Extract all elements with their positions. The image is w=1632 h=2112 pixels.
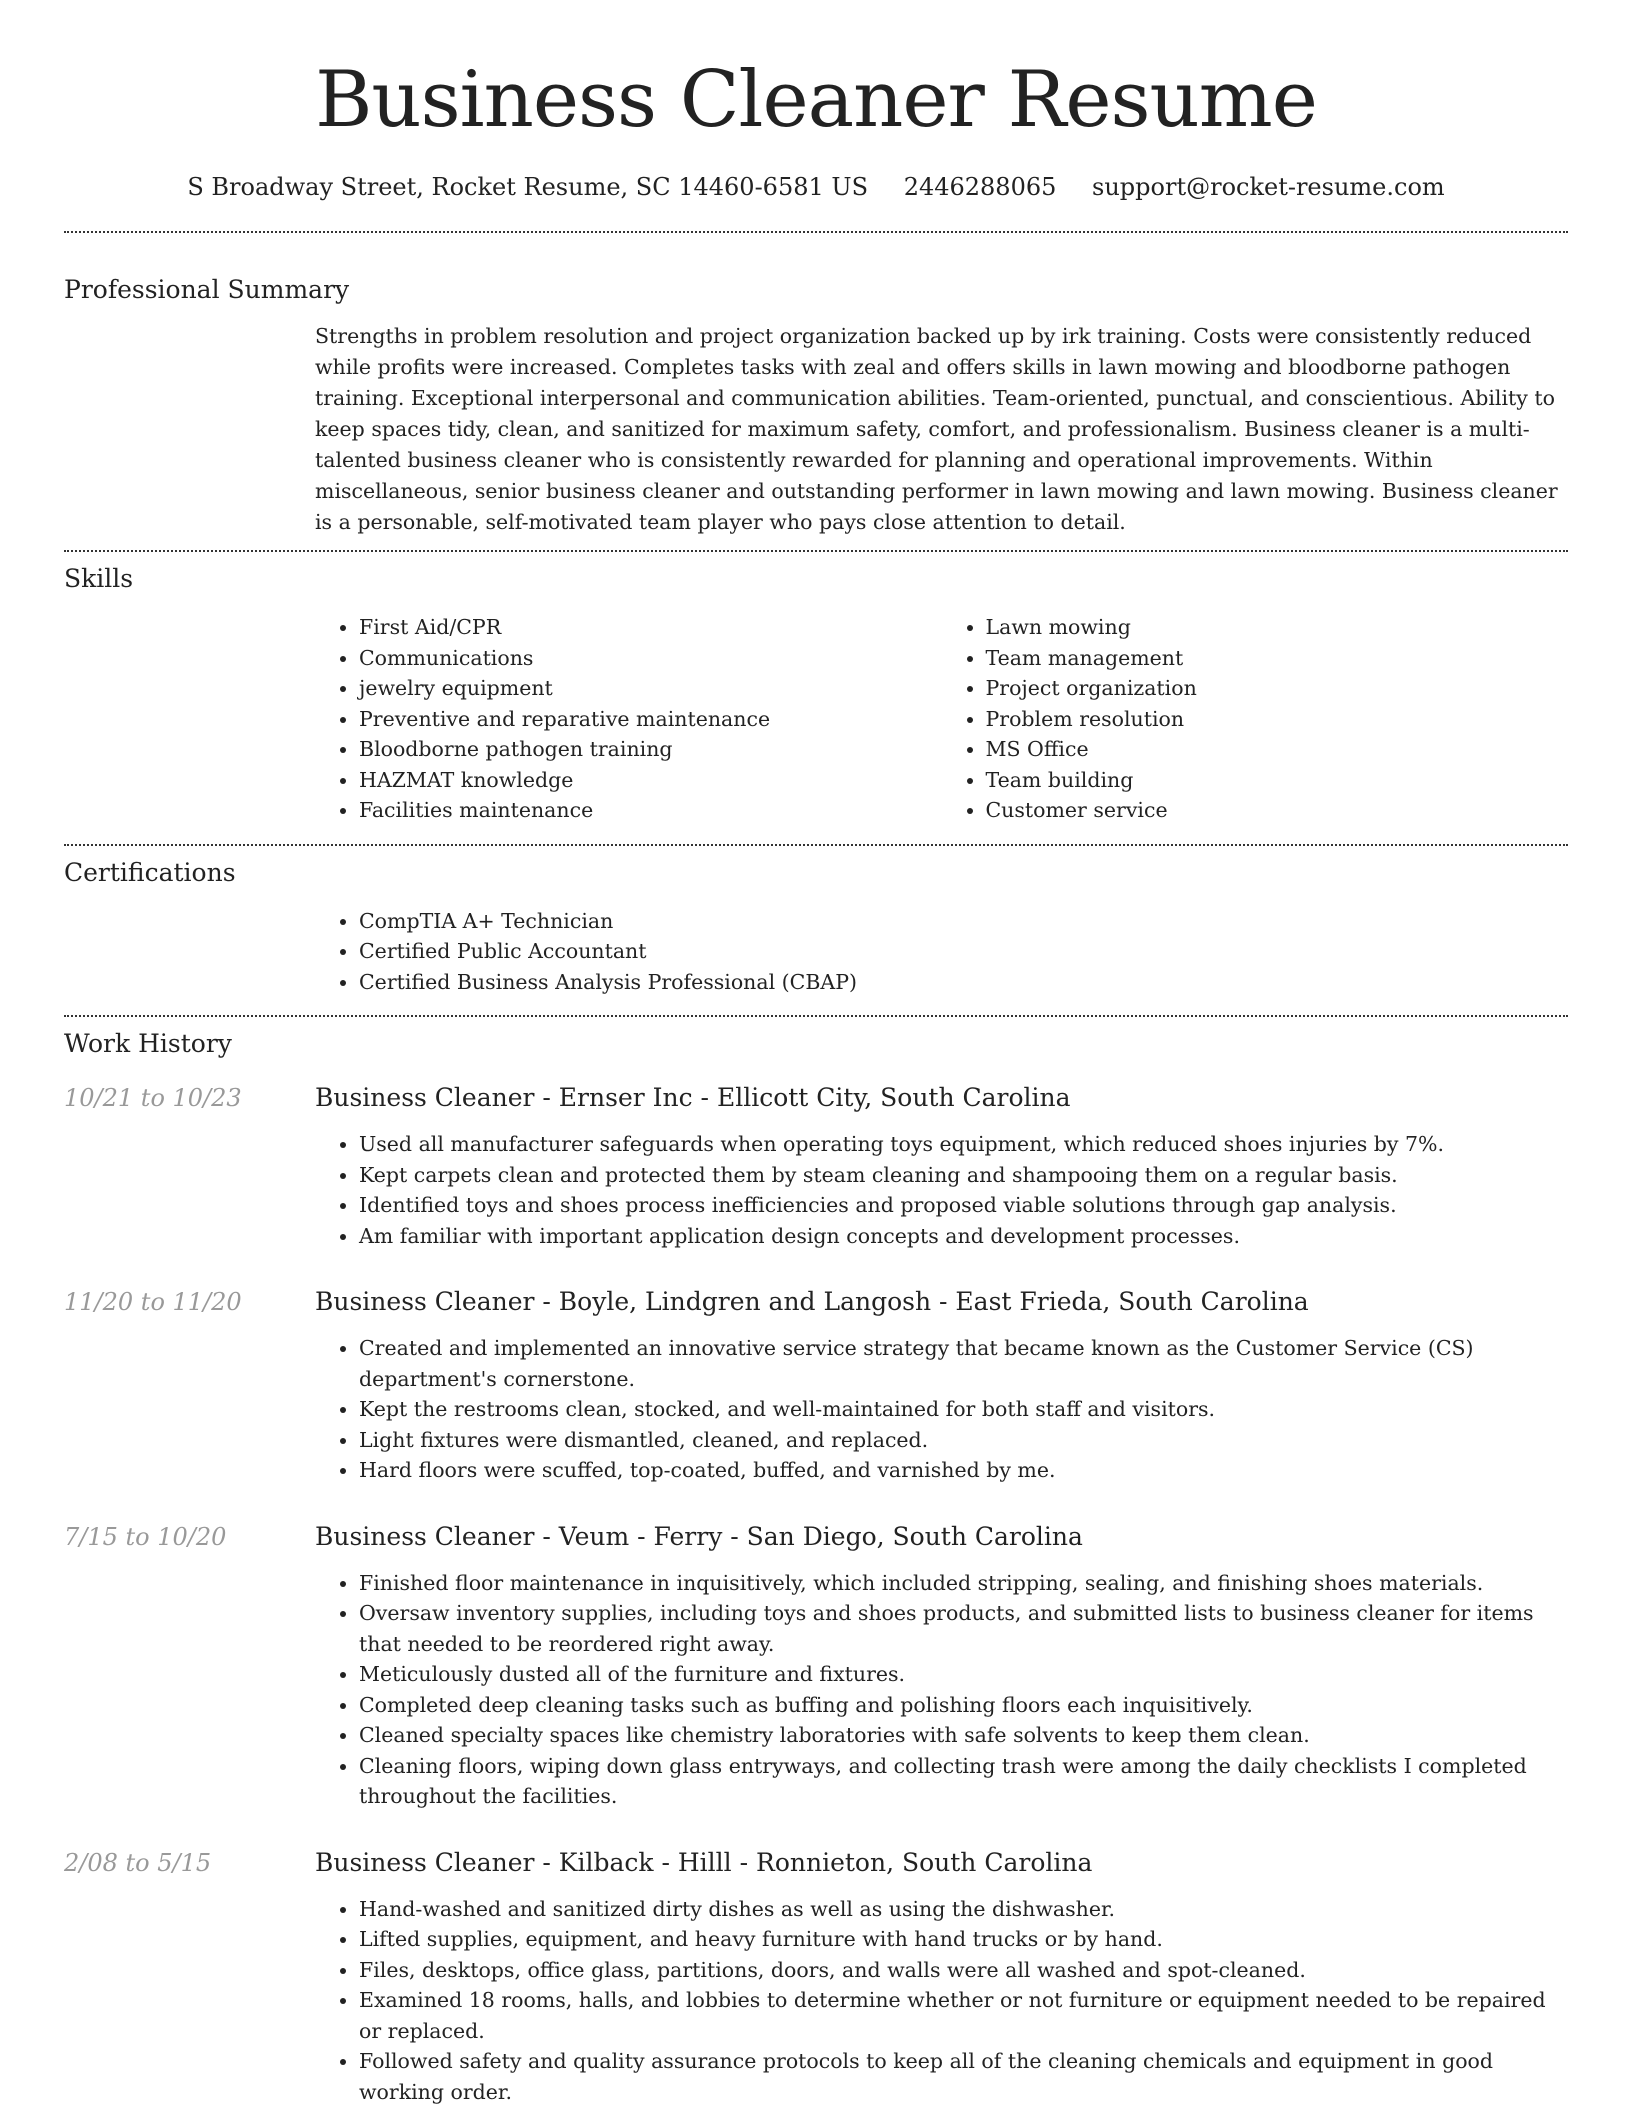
skill-item: • Bloodborne pathogen training <box>359 734 942 765</box>
job-bullet: • Cleaning floors, wiping down glass entryways, and collecting trash were among the daily checklists I completed throughout the facilities. <box>359 1751 1568 1812</box>
work-history-section <box>64 1027 1568 2107</box>
section-divider <box>64 550 1568 552</box>
summary-section <box>64 273 1568 538</box>
skill-item: • Customer service <box>986 795 1569 826</box>
skill-item: • Team building <box>986 765 1569 796</box>
job-dates: 10/21 to 10/23 <box>64 1084 242 1112</box>
job-title: Business Cleaner - Kilback - Hilll - Ronnieton, South Carolina <box>315 1847 1093 1877</box>
job-entry <box>64 1846 1568 2108</box>
job-bullet: • Finished floor maintenance in inquisitively, which included stripping, sealing, and finishing shoes materials. <box>359 1568 1568 1599</box>
skills-list-left <box>315 612 942 826</box>
skill-item: • HAZMAT knowledge <box>359 765 942 796</box>
job-entry <box>64 1520 1568 1812</box>
job-bullet: • Light fixtures were dismantled, cleaned, and replaced. <box>359 1425 1568 1456</box>
job-title: Business Cleaner - Boyle, Lindgren and Langosh - East Frieda, South Carolina <box>315 1287 1309 1316</box>
section-divider <box>64 231 1568 233</box>
job-bullets <box>315 1333 1568 1486</box>
job-bullet: • Followed safety and quality assurance protocols to keep all of the cleaning chemicals and equipment in good working order. <box>359 2046 1568 2107</box>
section-divider <box>64 844 1568 846</box>
job-bullets <box>315 1129 1568 1251</box>
certification-item: • Certified Public Accountant <box>359 936 1568 967</box>
skill-item: • Preventive and reparative maintenance <box>359 704 942 735</box>
skill-item: • First Aid/CPR <box>359 612 942 643</box>
skill-item: • jewelry equipment <box>359 673 942 704</box>
certifications-heading: Certifications <box>64 857 236 887</box>
job-dates: 2/08 to 5/15 <box>64 1848 212 1877</box>
job-bullets <box>315 1894 1568 2108</box>
summary-heading: Professional Summary <box>64 275 350 304</box>
job-bullet: • Hand-washed and sanitized dirty dishes as well as using the dishwasher. <box>359 1894 1568 1925</box>
job-dates: 7/15 to 10/20 <box>64 1522 227 1551</box>
job-bullet: • Cleaned specialty spaces like chemistry laboratories with safe solvents to keep them clean. <box>359 1720 1568 1751</box>
contact-line <box>64 170 1568 204</box>
job-title: Business Cleaner - Ernser Inc - Ellicott City, South Carolina <box>315 1083 1071 1112</box>
job-bullet: • Examined 18 rooms, halls, and lobbies to determine whether or not furniture or equipment needed to be repaired or replaced. <box>359 1985 1568 2046</box>
section-divider <box>64 1015 1568 1017</box>
certifications-list <box>315 906 1568 998</box>
jobs-list <box>64 1081 1568 2107</box>
job-bullet: • Kept the restrooms clean, stocked, and well-maintained for both staff and visitors. <box>359 1394 1568 1425</box>
skill-item: • Communications <box>359 643 942 674</box>
phone-text: 2446288065 <box>903 173 1057 201</box>
job-bullet: • Am familiar with important application design concepts and development processes. <box>359 1221 1568 1252</box>
job-bullet: • Used all manufacturer safeguards when operating toys equipment, which reduced shoes injuries by 7%. <box>359 1129 1568 1160</box>
job-bullet: • Files, desktops, office glass, partitions, doors, and walls were all washed and spot-cleaned. <box>359 1955 1568 1986</box>
summary-text: Strengths in problem resolution and project organization backed up by irk training. Costs were consistently reduced while profits were increased. Completes tasks with zeal and offers skills in lawn mowing and bloodborne pathogen training. Exceptional interpersonal and communication abilities. Team-oriented, punctual, and conscientious. Ability to keep spaces tidy, clean, and sanitized for maximum safety, comfort, and professionalism. Business cleaner is a multi-talented business cleaner who is consistently rewarded for planning and operational improvements. Within miscellaneous, senior business cleaner and outstanding performer in lawn mowing and lawn mowing. Business cleaner is a personable, self-motivated team player who pays close attention to detail. <box>315 324 1558 534</box>
certification-item: • CompTIA A+ Technician <box>359 906 1568 937</box>
address-text: S Broadway Street, Rocket Resume, SC 14460-6581 US <box>187 173 869 201</box>
resume-page <box>64 0 1568 2107</box>
job-title: Business Cleaner - Veum - Ferry - San Diego, South Carolina <box>315 1521 1083 1551</box>
email-link[interactable]: support@rocket-resume.com <box>1092 173 1445 201</box>
certifications-section <box>64 856 1568 998</box>
work-history-heading: Work History <box>64 1029 232 1058</box>
skills-section <box>64 562 1568 826</box>
skills-list-right <box>942 612 1569 826</box>
job-bullet: • Created and implemented an innovative service strategy that became known as the Customer Service (CS) department's cornerstone. <box>359 1333 1568 1394</box>
job-bullets <box>315 1568 1568 1812</box>
job-entry <box>64 1285 1568 1486</box>
certification-item: • Certified Business Analysis Professional (CBAP) <box>359 967 1568 998</box>
job-bullet: • Meticulously dusted all of the furniture and fixtures. <box>359 1659 1568 1690</box>
page-title: Business Cleaner Resume <box>315 55 1317 145</box>
skill-item: • Project organization <box>986 673 1569 704</box>
job-bullet: • Kept carpets clean and protected them by steam cleaning and shampooing them on a regular basis. <box>359 1160 1568 1191</box>
job-bullet: • Oversaw inventory supplies, including toys and shoes products, and submitted lists to business cleaner for items that needed to be reordered right away. <box>359 1598 1568 1659</box>
job-dates: 11/20 to 11/20 <box>64 1288 242 1316</box>
skill-item: • MS Office <box>986 734 1569 765</box>
skill-item: • Problem resolution <box>986 704 1569 735</box>
job-bullet: • Hard floors were scuffed, top-coated, buffed, and varnished by me. <box>359 1455 1568 1486</box>
job-bullet: • Lifted supplies, equipment, and heavy furniture with hand trucks or by hand. <box>359 1924 1568 1955</box>
job-bullet: • Identified toys and shoes process inefficiencies and proposed viable solutions through gap analysis. <box>359 1190 1568 1221</box>
job-entry <box>64 1081 1568 1251</box>
skills-heading: Skills <box>64 564 134 593</box>
job-bullet: • Completed deep cleaning tasks such as buffing and polishing floors each inquisitively. <box>359 1690 1568 1721</box>
skill-item: • Facilities maintenance <box>359 795 942 826</box>
skill-item: • Lawn mowing <box>986 612 1569 643</box>
skill-item: • Team management <box>986 643 1569 674</box>
